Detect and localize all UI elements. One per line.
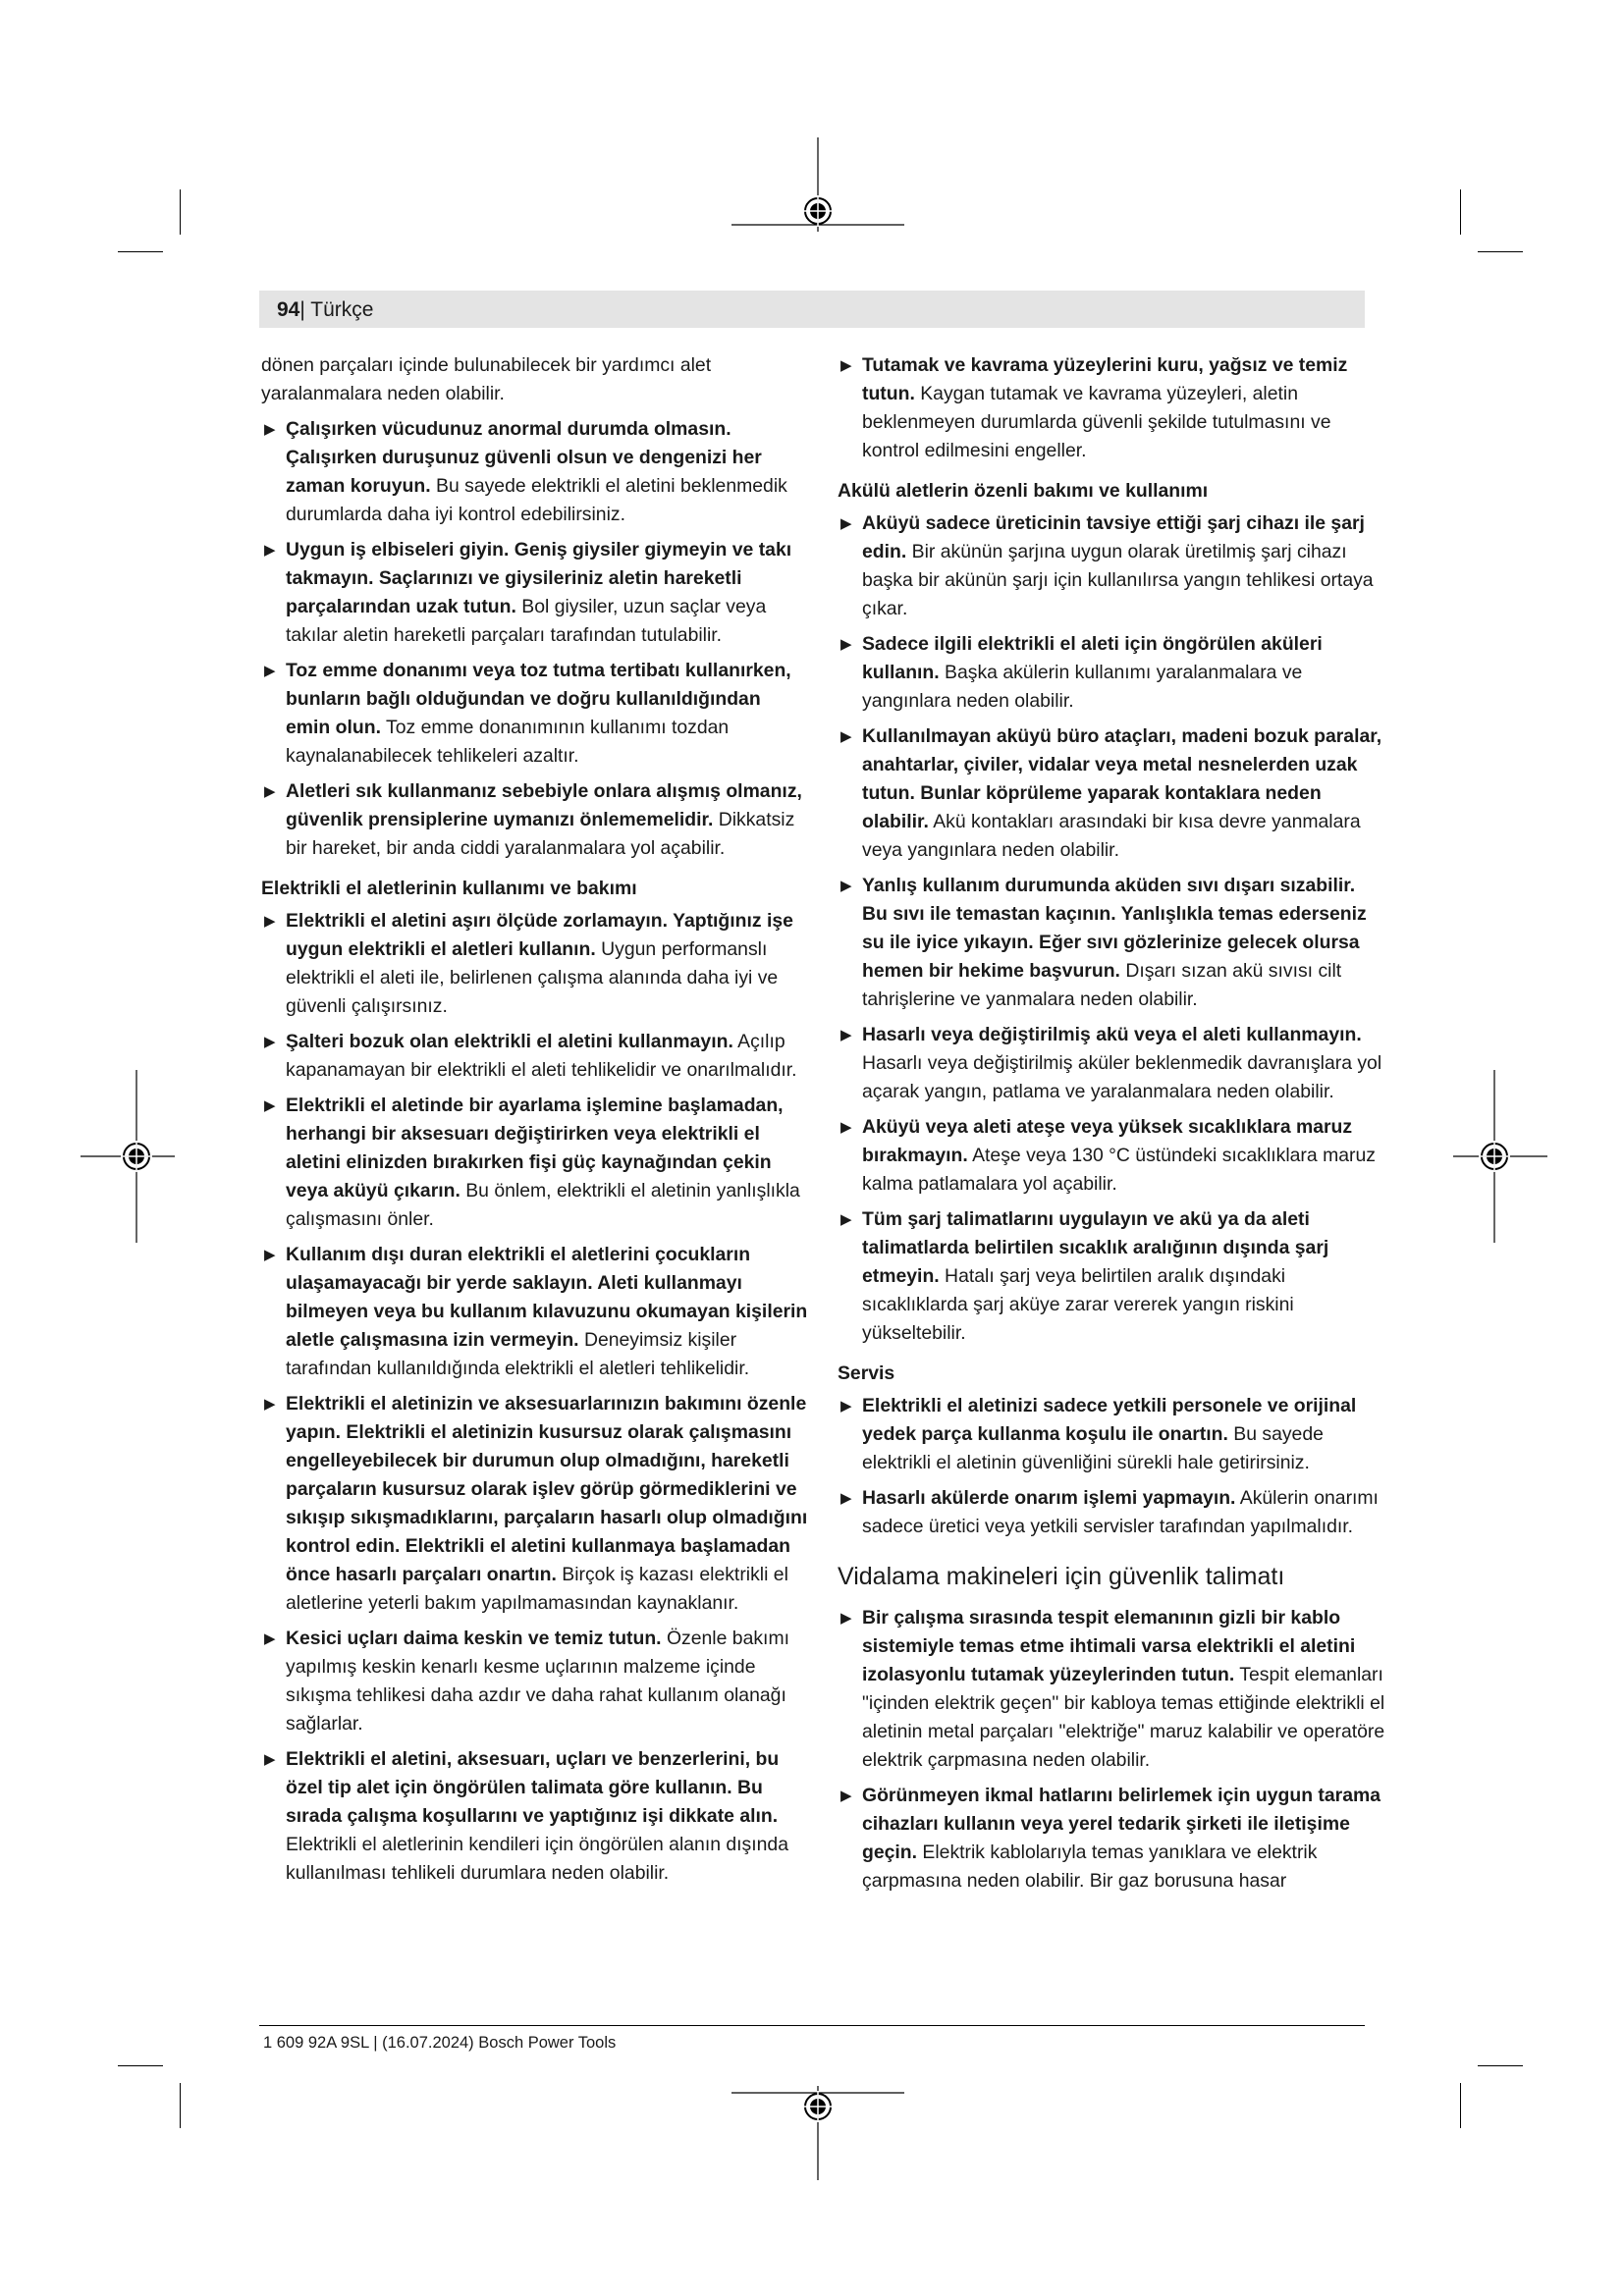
item-bold-text: Kullanım dışı duran elektrikli el aletlerini çocukların ulaşamayacağı bir yerde saklayın. Aleti kullanmayı bilmeyen veya bu kullanım kılavuzunu okumayan kişilerin aletle çalışmasına izin vermeyin. bbox=[286, 1244, 808, 1351]
page-footer: 1 609 92A 9SL | (16.07.2024) Bosch Power Tools bbox=[263, 2034, 617, 2052]
item-text: Bir akünün şarjına uygun olarak üretilmiş şarj cihazı başka bir akünün şarjı için kullanılırsa yangın tehlikesi ortaya çıkar. bbox=[862, 541, 1374, 619]
bullet-icon: ▶ bbox=[264, 1630, 276, 1647]
list-item bbox=[261, 1092, 809, 1234]
item-bold-text: Aküyü veya aleti ateşe veya yüksek sıcaklıklara maruz bırakmayın. bbox=[862, 1116, 1353, 1166]
item-bold-text: Kullanılmayan aküyü büro ataçları, madeni bozuk paralar, anahtarlar, çiviler, vidalar veya metal nesnelerden uzak tutun. Bunlar köprüleme yaparak kontaklara neden olabilir. bbox=[862, 725, 1382, 832]
item-text: Akülerin onarımı sadece üretici veya yetkili servisler tarafından yapılmalıdır. bbox=[862, 1487, 1379, 1537]
bullet-icon: ▶ bbox=[840, 1119, 852, 1136]
registration-mark-left bbox=[81, 1070, 175, 1243]
item-text: Bu sayede elektrikli el aletinin güvenliğini sürekli hale getirirsiniz. bbox=[862, 1423, 1324, 1473]
crop-mark bbox=[118, 2065, 163, 2066]
registration-mark-top bbox=[731, 137, 904, 232]
item-bold-text: Toz emme donanımı veya toz tutma tertibatı kullanırken, bunların bağlı olduğundan ve doğru kullanıldığından emin olun. bbox=[286, 660, 791, 738]
item-bold-text: Hasarlı veya değiştirilmiş akü veya el aleti kullanmayın. bbox=[862, 1024, 1362, 1045]
crop-mark bbox=[180, 189, 181, 235]
bullet-icon: ▶ bbox=[840, 1211, 852, 1228]
list-item bbox=[838, 351, 1385, 465]
crop-mark bbox=[1478, 251, 1523, 252]
item-text: Kaygan tutamak ve kavrama yüzeyleri, aletin beklenmeyen durumlarda güvenli şekilde tutulmasını ve kontrol edilmesini engeller. bbox=[862, 383, 1331, 461]
item-bold-text: Tüm şarj talimatlarını uygulayın ve akü ya da aleti talimatlarda belirtilen sıcaklık aralığının dışında şarj etmeyin. bbox=[862, 1208, 1329, 1287]
list-item bbox=[838, 1782, 1385, 1896]
bullet-icon: ▶ bbox=[840, 1610, 852, 1627]
item-text: Uygun performanslı elektrikli el aleti ile, belirlenen çalışma alanında daha iyi ve güvenli çalışırsınız. bbox=[286, 938, 779, 1017]
list-item bbox=[261, 777, 809, 863]
bullet-icon: ▶ bbox=[264, 783, 276, 800]
item-bold-text: Uygun iş elbiseleri giyin. Geniş giysiler giymeyin ve takı takmayın. Saçlarınızı ve giysileriniz aletin hareketli parçalarından uzak tutun. bbox=[286, 539, 792, 617]
item-bold-text: Görünmeyen ikmal hatlarını belirlemek için uygun tarama cihazları kullanın veya yerel tedarik şirketi ile iletişime geçin. bbox=[862, 1785, 1381, 1863]
bullet-icon: ▶ bbox=[840, 636, 852, 653]
list-item bbox=[261, 1625, 809, 1738]
item-bold-text: Bir çalışma sırasında tespit elemanının gizli bir kablo sistemiyle temas etme ihtimali varsa elektrikli el aletini izolasyonlu tutamak yüzeylerinden tutun. bbox=[862, 1607, 1356, 1685]
list-item bbox=[261, 536, 809, 650]
bullet-icon: ▶ bbox=[264, 1097, 276, 1114]
item-text: Bu sayede elektrikli el aletini beklenmedik durumlarda daha iyi kontrol edebilirsiniz. bbox=[286, 475, 787, 525]
list-item bbox=[838, 1113, 1385, 1199]
left-column bbox=[261, 351, 809, 1895]
bullet-icon: ▶ bbox=[264, 663, 276, 679]
bullet-icon: ▶ bbox=[840, 728, 852, 745]
bullet-icon: ▶ bbox=[264, 542, 276, 559]
bullet-icon: ▶ bbox=[264, 1247, 276, 1263]
item-text: Hasarlı veya değiştirilmiş aküler beklenmedik davranışlara yol açarak yangın, patlama ve yaralanmalara neden olabilir. bbox=[862, 1052, 1382, 1102]
item-text: Dikkatsiz bir hareket, bir anda ciddi yaralanmalara yol açabilir. bbox=[286, 809, 795, 859]
crop-mark bbox=[1478, 2065, 1523, 2066]
item-text: Dışarı sızan akü sıvısı cilt tahrişlerine ve yanmalara neden olabilir. bbox=[862, 960, 1342, 1010]
item-text: Başka akülerin kullanımı yaralanmalara ve yangınlara neden olabilir. bbox=[862, 662, 1303, 712]
item-bold-text: Çalışırken vücudunuz anormal durumda olmasın. Çalışırken duruşunuz güvenli olsun ve dengenizi her zaman koruyun. bbox=[286, 418, 762, 497]
item-bold-text: Elektrikli el aletini, aksesuarı, uçları ve benzerlerini, bu özel tip alet için öngörülen talimata göre kullanın. Bu sırada çalışma koşullarını ve yaptığınız işi dikkate alın. bbox=[286, 1748, 780, 1827]
list-item bbox=[838, 1205, 1385, 1348]
page-header bbox=[277, 298, 373, 322]
item-text: Elektrik kablolarıyla temas yanıklara ve elektrik çarpmasına neden olabilir. Bir gaz borusuna hasar bbox=[862, 1842, 1318, 1892]
bullet-icon: ▶ bbox=[840, 1788, 852, 1804]
footer-rule bbox=[259, 2025, 1365, 2026]
item-bold-text: Şalteri bozuk olan elektrikli el aletini kullanmayın. bbox=[286, 1031, 733, 1052]
item-text: Birçok iş kazası elektrikli el aletlerine yeterli bakım yapılmamasından kaynaklanır. bbox=[286, 1564, 788, 1614]
bullet-icon: ▶ bbox=[264, 1034, 276, 1050]
item-bold-text: Elektrikli el aletini aşırı ölçüde zorlamayın. Yaptığınız işe uygun elektrikli el aletleri kullanın. bbox=[286, 910, 793, 960]
list-item bbox=[838, 1392, 1385, 1477]
right-column bbox=[838, 351, 1385, 1902]
item-bold-text: Elektrikli el aletinizi sadece yetkili personele ve orijinal yedek parça kullanma koşulu ile onartın. bbox=[862, 1395, 1357, 1445]
bullet-icon: ▶ bbox=[264, 1396, 276, 1413]
item-bold-text: Hasarlı akülerde onarım işlemi yapmayın. bbox=[862, 1487, 1236, 1509]
page-header-bar bbox=[259, 291, 1365, 328]
list-item bbox=[838, 1484, 1385, 1541]
crop-mark bbox=[1460, 189, 1461, 235]
subheading: Servis bbox=[838, 1362, 895, 1384]
list-item bbox=[261, 1028, 809, 1085]
bullet-icon: ▶ bbox=[840, 1398, 852, 1415]
item-bold-text: Tutamak ve kavrama yüzeylerini kuru, yağsız ve temiz tutun. bbox=[862, 354, 1348, 404]
bullet-icon: ▶ bbox=[840, 515, 852, 532]
crop-mark bbox=[118, 251, 163, 252]
item-text: Bu önlem, elektrikli el aletinin yanlışlıkla çalışmasını önler. bbox=[286, 1180, 800, 1230]
bullet-icon: ▶ bbox=[264, 1751, 276, 1768]
item-text: Toz emme donanımının kullanımı tozdan kaynalanabilecek tehlikeleri azaltır. bbox=[286, 717, 730, 767]
item-text: Açılıp kapanamayan bir elektrikli el aleti tehlikelidir ve onarılmalıdır. bbox=[286, 1031, 797, 1081]
item-bold-text: Elektrikli el aletinde bir ayarlama işlemine başlamadan, herhangi bir aksesuarı değiştirirken veya elektrikli el aletini elinizden bırakırken fişi güç kaynağından çekin veya aküyü çıkarın. bbox=[286, 1095, 784, 1201]
bullet-icon: ▶ bbox=[840, 878, 852, 894]
list-item bbox=[261, 657, 809, 771]
item-text: Elektrikli el aletlerinin kendileri için öngörülen alanın dışında kullanılması tehlikeli durumlara neden olabilir. bbox=[286, 1834, 788, 1884]
list-item bbox=[261, 415, 809, 529]
registration-mark-bottom bbox=[731, 2086, 904, 2180]
item-bold-text: Aküyü sadece üreticinin tavsiye ettiği şarj cihazı ile şarj edin. bbox=[862, 512, 1365, 562]
list-item bbox=[838, 1604, 1385, 1775]
item-bold-text: Aletleri sık kullanmanız sebebiyle onlara alışmış olmanız, güvenlik prensiplerine uymanızı önlememelidir. bbox=[286, 780, 802, 830]
item-bold-text: Yanlış kullanım durumunda aküden sıvı dışarı sızabilir. Bu sıvı ile temastan kaçının. Yanlışlıkla temas ederseniz su ile iyice yıkayın. Eğer sıvı gözlerinize gelecek olursa hemen bir hekime başvurun. bbox=[862, 875, 1367, 982]
header-language: | Türkçe bbox=[299, 298, 374, 321]
list-item bbox=[838, 722, 1385, 865]
item-text: Hatalı şarj veya belirtilen aralık dışındaki sıcaklıklarda şarj aküye zarar vererek yangın riskini yükseltebilir. bbox=[862, 1265, 1294, 1344]
list-item bbox=[261, 1745, 809, 1888]
page-number: 94 bbox=[277, 298, 300, 321]
crop-mark bbox=[1460, 2083, 1461, 2128]
list-item bbox=[261, 1390, 809, 1618]
list-item bbox=[838, 630, 1385, 716]
item-text: Akü kontakları arasındaki bir kısa devre yanmalara veya yangınlara neden olabilir. bbox=[862, 811, 1361, 861]
bullet-icon: ▶ bbox=[840, 1490, 852, 1507]
subheading: Elektrikli el aletlerinin kullanımı ve bakımı bbox=[261, 878, 637, 899]
item-text: Bol giysiler, uzun saçlar veya takılar aletin hareketli parçaları tarafından tutulabilir. bbox=[286, 596, 767, 646]
paragraph: dönen parçaları içinde bulunabilecek bir yardımcı alet yaralanmalara neden olabilir. bbox=[261, 354, 712, 404]
list-item bbox=[838, 1021, 1385, 1106]
bullet-icon: ▶ bbox=[840, 1027, 852, 1043]
section-heading: Vidalama makineleri için güvenlik talimatı bbox=[838, 1563, 1285, 1590]
list-item bbox=[261, 907, 809, 1021]
item-text: Özenle bakımı yapılmış keskin kenarlı kesme uçlarının malzeme içinde sıkışma tehlikesi daha azdır ve daha rahat kullanım olanağı sağlarlar. bbox=[286, 1628, 789, 1735]
bullet-icon: ▶ bbox=[840, 357, 852, 374]
item-bold-text: Elektrikli el aletinizin ve aksesuarlarınızın bakımını özenle yapın. Elektrikli el aletinizin kusursuz olarak çalışmasını engelleyebilecek bir durumun olup olmadığını, hareketli parçaların kusursuz olarak işlev görüp görmediklerini ve sıkışıp sıkışmadıklarını, parçaların hasarlı olup olmadığını kontrol edin. Elektrikli el aletini kullanmaya başlamadan önce hasarlı parçaları onartın. bbox=[286, 1393, 808, 1585]
list-item bbox=[838, 509, 1385, 623]
item-bold-text: Sadece ilgili elektrikli el aleti için öngörülen aküleri kullanın. bbox=[862, 633, 1323, 683]
item-text: Tespit elemanları "içinden elektrik geçen" bir kabloya temas ettiğinde elektrikli el aletinin metal parçaları "elektriğe" maruz kalabilir ve operatöre elektrik çarpmasına neden olabilir. bbox=[862, 1664, 1385, 1771]
list-item bbox=[261, 1241, 809, 1383]
item-bold-text: Kesici uçları daima keskin ve temiz tutun. bbox=[286, 1628, 662, 1649]
list-item bbox=[838, 872, 1385, 1014]
item-text: Ateşe veya 130 °C üstündeki sıcaklıklara maruz kalma patlamalara yol açabilir. bbox=[862, 1145, 1376, 1195]
bullet-icon: ▶ bbox=[264, 913, 276, 930]
item-text: Deneyimsiz kişiler tarafından kullanıldığında elektrikli el aletleri tehlikelidir. bbox=[286, 1329, 750, 1379]
bullet-icon: ▶ bbox=[264, 421, 276, 438]
registration-mark-right bbox=[1453, 1070, 1547, 1243]
crop-mark bbox=[180, 2083, 181, 2128]
subheading: Akülü aletlerin özenli bakımı ve kullanımı bbox=[838, 480, 1209, 502]
